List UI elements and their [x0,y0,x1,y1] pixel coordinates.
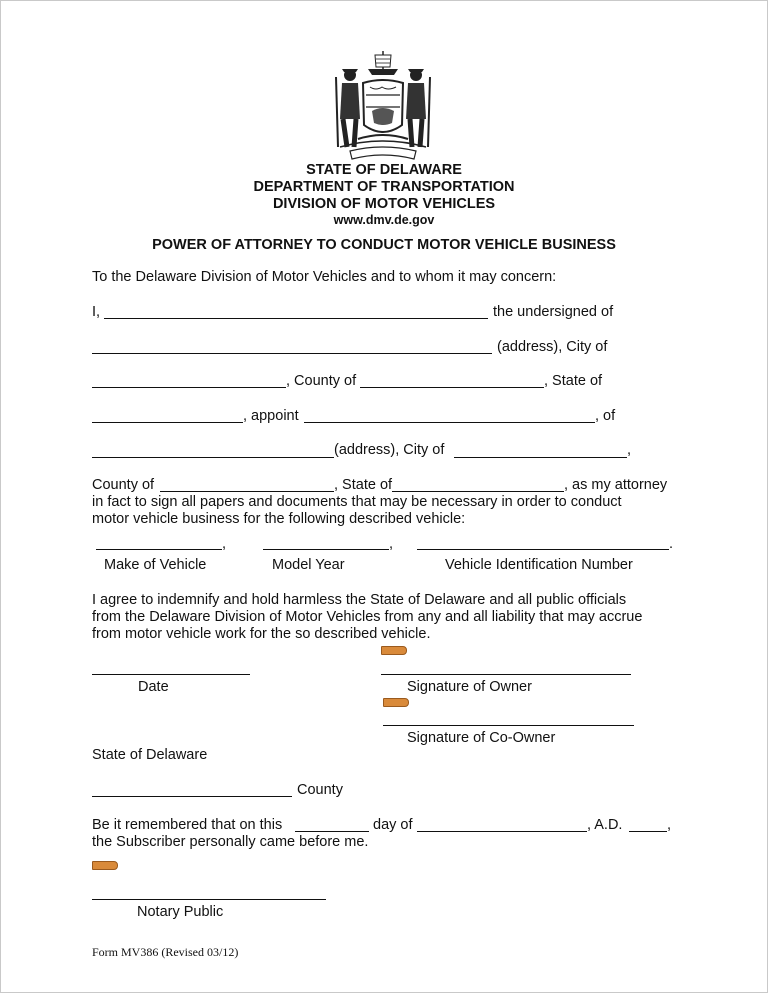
date-field[interactable] [92,674,250,675]
notary-month-field[interactable] [417,831,587,832]
row4-appoint-label: , appoint [243,408,299,424]
row2-suffix: (address), City of [497,339,608,355]
principal-address-field[interactable] [92,353,492,354]
indemnify-line-3: from motor vehicle work for the so described vehicle. [92,626,431,642]
indemnify-line-1: I agree to indemnify and hold harmless the State of Delaware and all public officials [92,592,627,608]
form-number: Form MV386 (Revised 03/12) [92,945,239,959]
principal-county-field[interactable] [360,387,544,388]
notary-year-field[interactable] [629,831,667,832]
state-heading: STATE OF DELAWARE [306,162,462,178]
authority-line-1: in fact to sign all papers and documents that may be necessary in order to conduct [92,494,622,510]
website-text: www.dmv.de.gov [333,213,435,227]
notary-public-label: Notary Public [137,904,224,920]
date-label: Date [138,679,169,695]
authority-line-2: motor vehicle business for the following described vehicle: [92,511,466,527]
sign-here-tab-icon[interactable] [92,861,118,870]
row6-attorney-label: , as my attorney [564,477,668,493]
notary-state-label: State of Delaware [92,747,208,763]
attorney-address-field[interactable] [92,457,334,458]
vehicle-vin-field[interactable] [417,549,669,550]
vehicle-period: . [669,536,674,552]
attorney-county-field[interactable] [160,491,334,492]
principal-state-field[interactable] [92,422,243,423]
vehicle-year-field[interactable] [263,549,389,550]
row4-of-label: , of [595,408,616,424]
remembered-line-2: the Subscriber personally came before me. [92,834,369,850]
row3-county-label: , County of [286,373,357,389]
row5-comma: , [627,442,632,458]
row6-state-label: , State of [334,477,393,493]
vehicle-year-label: Model Year [272,557,345,573]
form-title: POWER OF ATTORNEY TO CONDUCT MOTOR VEHICLE BUSINESS [152,237,616,253]
coowner-signature-label: Signature of Co-Owner [407,730,556,746]
remembered-comma: , [667,817,672,833]
sign-here-tab-icon[interactable] [381,646,407,655]
delaware-seal-icon [328,47,438,165]
county-label: County [297,782,343,798]
coowner-signature-field[interactable] [383,725,634,726]
indemnify-line-2: from the Delaware Division of Motor Vehicles from any and all liability that may accrue [92,609,643,625]
notary-day-field[interactable] [295,831,369,832]
notary-county-field[interactable] [92,796,292,797]
vehicle-make-label: Make of Vehicle [104,557,207,573]
owner-signature-label: Signature of Owner [407,679,532,695]
salutation-text: To the Delaware Division of Motor Vehicles and to whom it may concern: [92,269,557,285]
principal-name-field[interactable] [104,318,488,319]
attorney-name-field[interactable] [304,422,595,423]
vehicle-comma-2: , [389,536,394,552]
owner-signature-field[interactable] [381,674,631,675]
vehicle-vin-label: Vehicle Identification Number [445,557,633,573]
row3-state-label: , State of [544,373,603,389]
remembered-prefix: Be it remembered that on this [92,817,283,833]
principal-city-field[interactable] [92,387,286,388]
attorney-city-field[interactable] [454,457,627,458]
division-heading: DIVISION OF MOTOR VEHICLES [272,196,496,212]
row6-county-label: County of [92,477,155,493]
remembered-day-label: day of [373,817,413,833]
vehicle-make-field[interactable] [96,549,222,550]
row1-prefix: I, [92,304,101,320]
vehicle-comma-1: , [222,536,227,552]
department-heading: DEPARTMENT OF TRANSPORTATION [253,179,515,195]
notary-signature-field[interactable] [92,899,326,900]
row5-address-label: (address), City of [334,442,445,458]
sign-here-tab-icon[interactable] [383,698,409,707]
remembered-ad-label: , A.D. [587,817,623,833]
attorney-state-field[interactable] [392,491,564,492]
row1-suffix: the undersigned of [493,304,614,320]
